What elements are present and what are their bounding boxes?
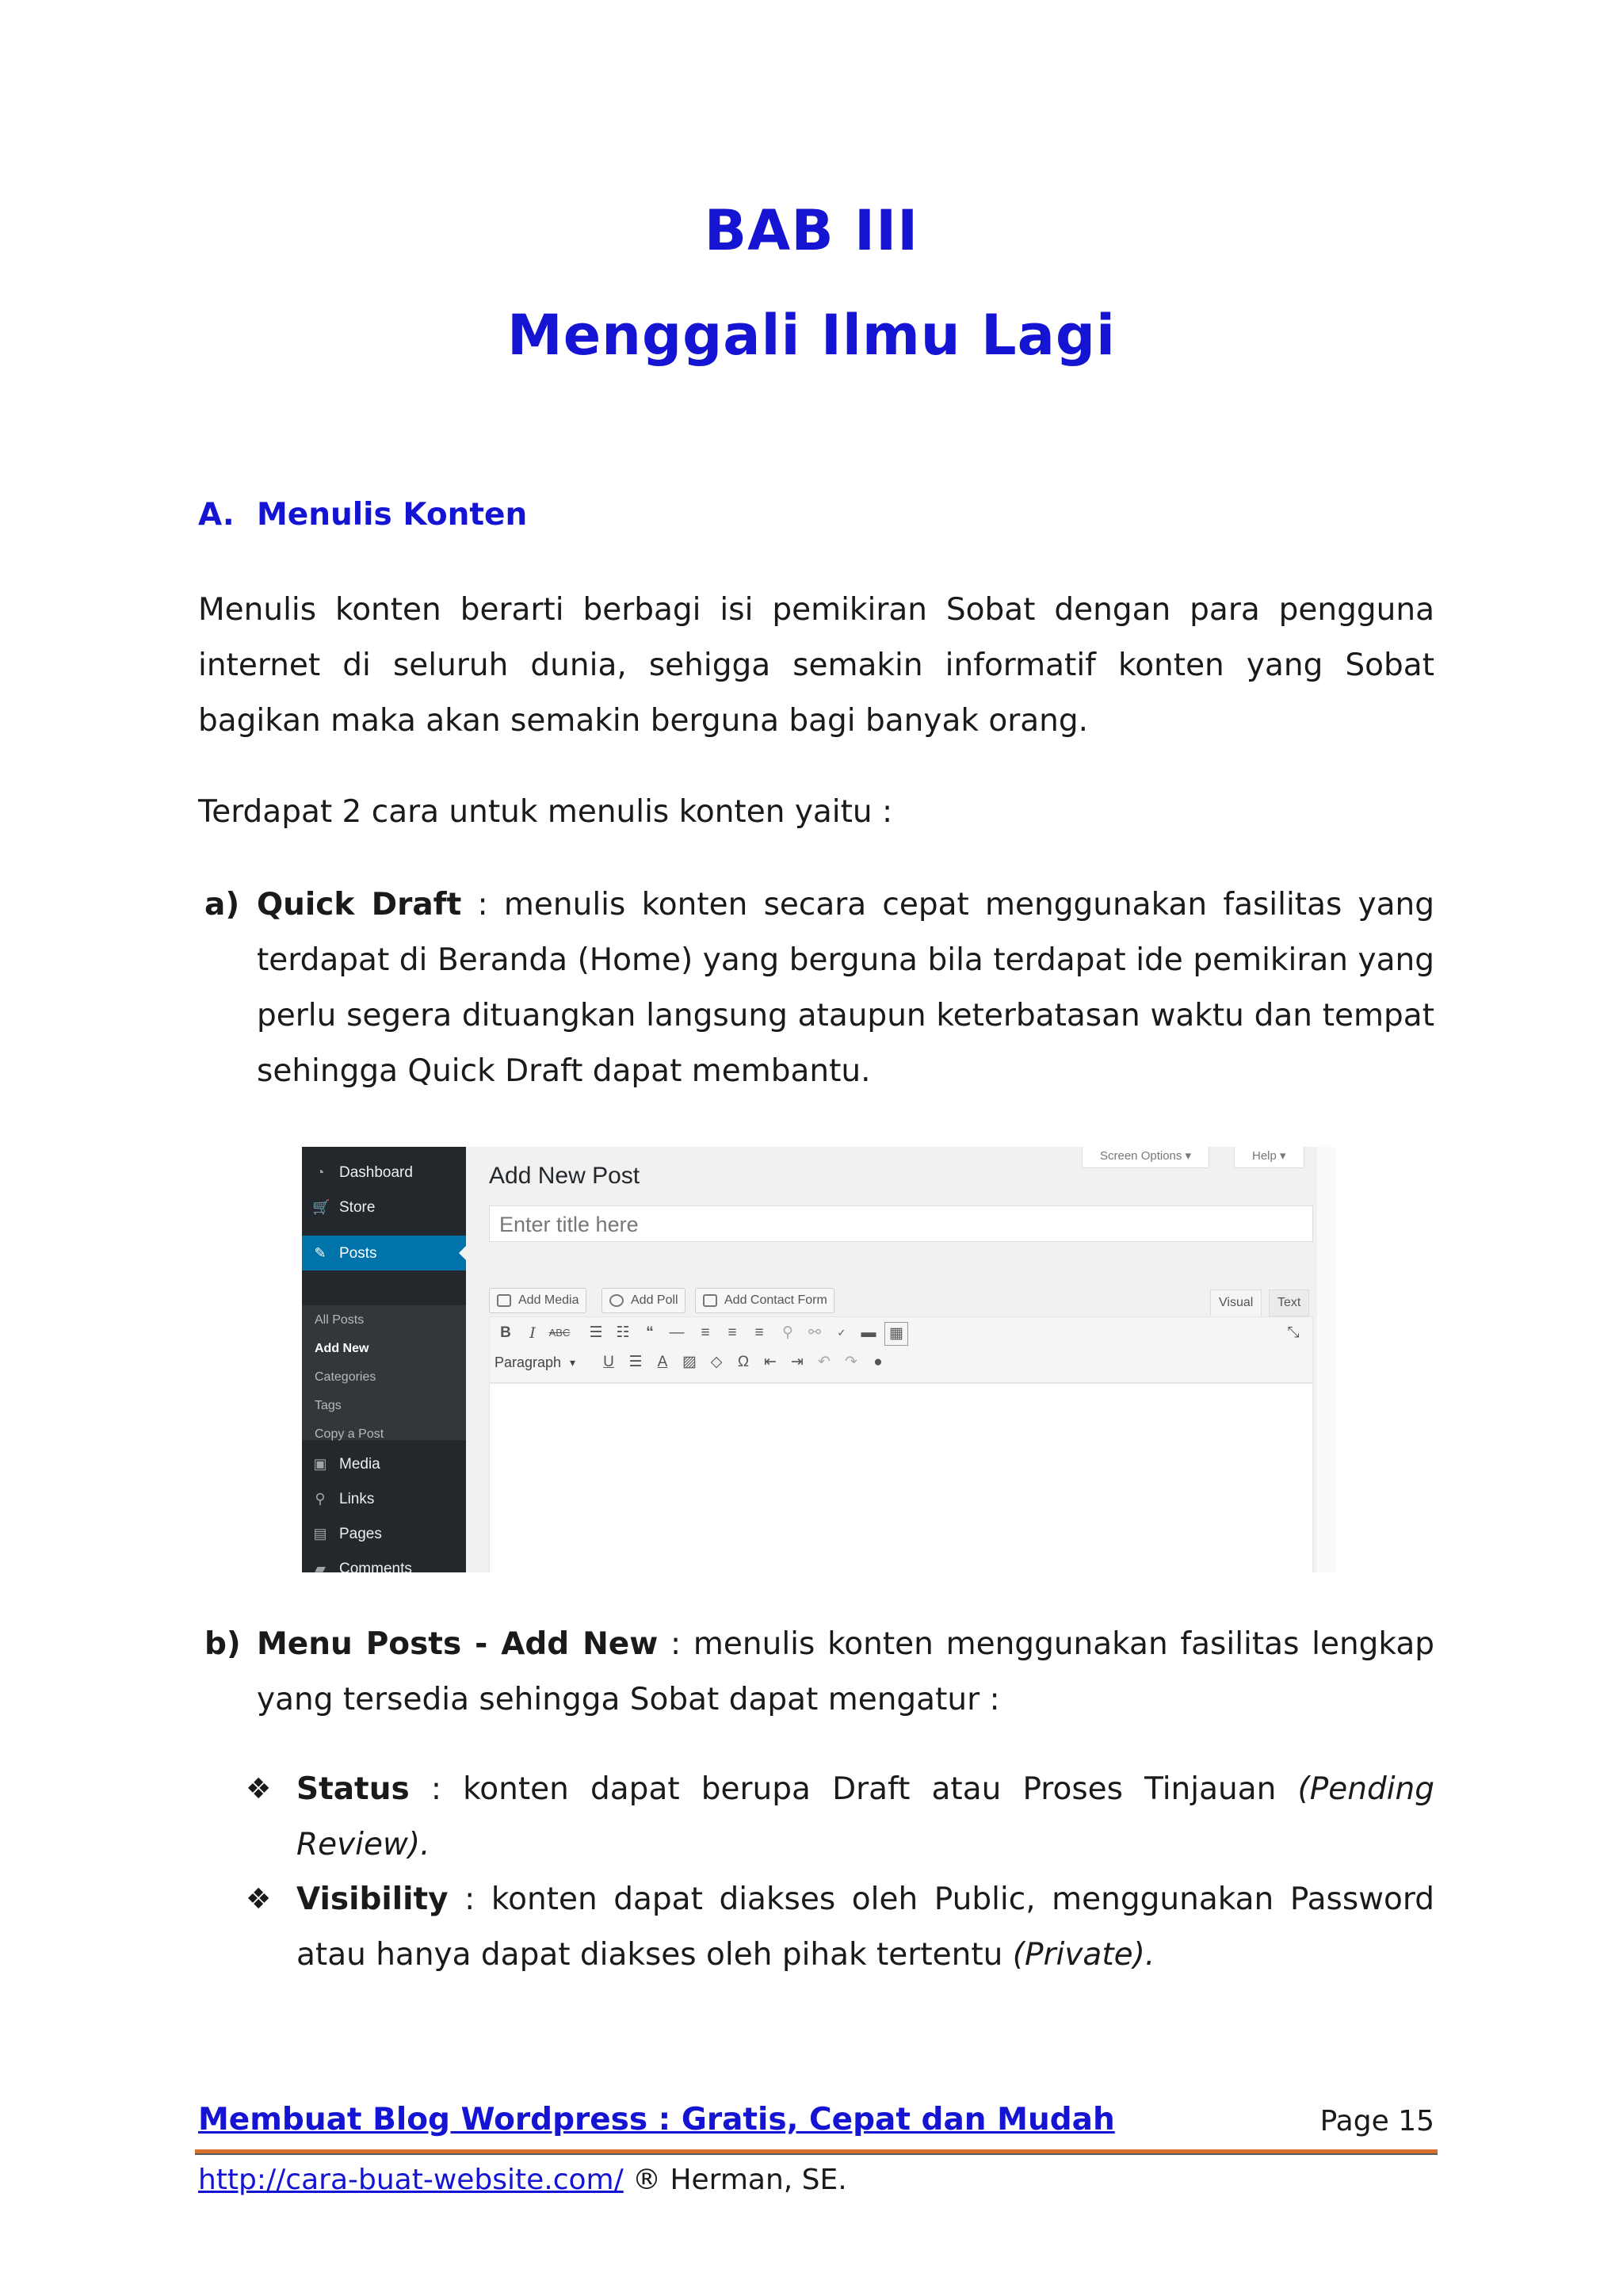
comments-icon: ▰ xyxy=(315,1561,326,1572)
clear-formatting-icon[interactable]: ◇ xyxy=(710,1354,723,1370)
wp-menu-label: Links xyxy=(339,1491,375,1507)
media-icon: ▣ xyxy=(313,1456,327,1472)
wp-menu-store[interactable] xyxy=(302,1190,466,1224)
list-text: menulis konten menggunakan fasilitas lengkap yang tersedia sehingga Sobat dapat mengatur : xyxy=(257,1626,1434,1717)
list-body xyxy=(257,877,1434,1099)
bullet-visibility xyxy=(246,1872,1434,1983)
wp-submenu-categories[interactable]: Categories xyxy=(315,1370,376,1384)
text-color-icon[interactable]: A xyxy=(657,1354,668,1370)
help-icon[interactable]: ● xyxy=(873,1354,883,1370)
fullscreen-icon[interactable]: ⤡ xyxy=(1287,1324,1300,1341)
list-sep: : xyxy=(658,1626,693,1662)
wp-menu-label: Media xyxy=(339,1456,380,1473)
footer-divider xyxy=(195,2149,1438,2155)
list-marker: a) xyxy=(204,887,240,923)
align-center-icon[interactable]: ≡ xyxy=(727,1324,737,1341)
list-item-posts-add-new xyxy=(204,1617,1434,1728)
bullet-status xyxy=(246,1762,1434,1873)
media-icon xyxy=(497,1294,511,1307)
paste-text-icon[interactable]: ▨ xyxy=(682,1354,697,1370)
unlink-icon[interactable]: ⚯ xyxy=(808,1324,821,1341)
wp-submenu-add-new[interactable]: Add New xyxy=(315,1342,369,1355)
bullet-list-icon[interactable]: ☰ xyxy=(589,1324,603,1341)
bullet-body xyxy=(296,1762,1434,1873)
wp-page-heading: Add New Post xyxy=(489,1163,640,1189)
wp-menu-dashboard[interactable] xyxy=(302,1155,466,1190)
bullet-marker: ❖ xyxy=(246,1883,272,1916)
undo-icon[interactable]: ↶ xyxy=(818,1354,831,1370)
bullet-text: konten dapat diakses oleh Public, menggunakan Password atau hanya dapat diakses oleh pihak tertentu xyxy=(296,1881,1435,1973)
toolbar-toggle-icon[interactable]: ▦ xyxy=(884,1322,908,1346)
bullet-sep: : xyxy=(409,1771,464,1807)
bullet-sep: : xyxy=(448,1881,491,1917)
section-number: A. xyxy=(198,497,235,533)
wp-menu-label: Comments xyxy=(339,1561,412,1572)
intro-paragraph: Menulis konten berarti berbagi isi pemikiran Sobat dengan para pengguna internet di seluruh dunia, sehigga semakin informatif konten yang Sobat bagikan maka akan semakin berguna bagi banyak orang. xyxy=(198,592,1434,739)
wp-menu-media[interactable] xyxy=(302,1446,466,1481)
wp-menu-comments[interactable] xyxy=(302,1551,466,1572)
list-marker: b) xyxy=(204,1626,241,1662)
bullet-italic: (Pending Review). xyxy=(296,1771,1435,1862)
section-heading xyxy=(198,497,527,533)
pin-icon: ✎ xyxy=(314,1245,327,1261)
screen-options-tab[interactable]: Screen Options ▾ xyxy=(1082,1147,1209,1168)
align-left-icon[interactable]: ≡ xyxy=(701,1324,710,1341)
wp-submenu-all-posts[interactable]: All Posts xyxy=(315,1313,365,1327)
wp-menu-links[interactable] xyxy=(302,1481,466,1516)
screenshot-edge xyxy=(1317,1147,1336,1572)
chapter-number: BAB III xyxy=(704,198,919,263)
format-select[interactable]: Paragraph ▾ xyxy=(495,1351,579,1373)
page-number: Page 15 xyxy=(1319,2105,1434,2137)
form-icon xyxy=(703,1294,717,1307)
bullet-marker: ❖ xyxy=(246,1773,272,1805)
bullet-body xyxy=(296,1872,1434,1983)
quote-icon[interactable]: “ xyxy=(646,1324,654,1341)
wp-menu-label: Dashboard xyxy=(339,1164,413,1181)
read-more-icon[interactable]: ▬ xyxy=(861,1324,876,1341)
wordpress-screenshot xyxy=(302,1147,1336,1572)
footer-book-title: Membuat Blog Wordpress : Gratis, Cepat dan Mudah xyxy=(198,2102,1115,2137)
add-poll-button[interactable] xyxy=(601,1288,685,1313)
bullet-italic: (Private). xyxy=(1012,1937,1155,1973)
add-media-button[interactable] xyxy=(489,1288,586,1313)
bullet-term: Status xyxy=(296,1771,410,1807)
bullet-term: Visibility xyxy=(296,1881,449,1917)
numbered-list-icon[interactable]: ☷ xyxy=(616,1324,630,1341)
wp-menu-posts[interactable] xyxy=(302,1236,466,1270)
italic-icon[interactable]: I xyxy=(529,1324,536,1342)
editor-toolbar xyxy=(489,1316,1313,1383)
wp-menu-pages[interactable] xyxy=(302,1516,466,1551)
bold-icon[interactable]: B xyxy=(500,1324,511,1341)
bullet-text: konten dapat berupa Draft atau Proses Tinjauan xyxy=(463,1771,1298,1807)
link-icon[interactable]: ⚲ xyxy=(782,1324,793,1341)
list-term: Menu Posts - Add New xyxy=(257,1626,659,1662)
justify-icon[interactable]: ☰ xyxy=(628,1354,643,1370)
ways-intro: Terdapat 2 cara untuk menulis konten yaitu : xyxy=(198,794,893,830)
add-contact-form-label: Add Contact Form xyxy=(724,1293,827,1307)
wp-submenu-copy-post[interactable]: Copy a Post xyxy=(315,1427,384,1441)
spellcheck-icon[interactable]: ✓ xyxy=(837,1327,846,1339)
wp-submenu-tags[interactable]: Tags xyxy=(315,1399,342,1412)
links-icon: ⚲ xyxy=(315,1491,326,1507)
list-item-quick-draft xyxy=(204,877,1434,1099)
list-sep: : xyxy=(461,887,504,923)
store-icon: 🛒 xyxy=(312,1199,330,1215)
strikethrough-icon[interactable]: ABC xyxy=(548,1327,571,1339)
add-poll-label: Add Poll xyxy=(631,1293,678,1307)
list-term: Quick Draft xyxy=(257,887,462,923)
editor-content-area[interactable] xyxy=(489,1383,1313,1572)
wp-posts-submenu xyxy=(302,1305,466,1440)
wp-menu-label: Store xyxy=(339,1199,376,1216)
add-contact-form-button[interactable] xyxy=(695,1288,834,1313)
footer-website-link[interactable]: http://cara-buat-website.com/ xyxy=(198,2164,624,2196)
tab-text[interactable]: Text xyxy=(1269,1289,1309,1316)
dashboard-icon: ◔ xyxy=(315,1164,325,1180)
add-media-label: Add Media xyxy=(518,1293,579,1307)
wp-admin-sidebar xyxy=(302,1147,466,1572)
tab-visual[interactable]: Visual xyxy=(1210,1289,1262,1316)
list-body xyxy=(257,1617,1434,1728)
horizontal-line-icon[interactable]: — xyxy=(669,1324,685,1341)
align-right-icon[interactable]: ≡ xyxy=(754,1324,764,1341)
underline-icon[interactable]: U xyxy=(603,1354,614,1370)
section-title: Menulis Konten xyxy=(257,497,528,533)
poll-icon xyxy=(609,1294,624,1307)
footer-author: ® Herman, SE. xyxy=(632,2164,847,2196)
wp-menu-label: Posts xyxy=(339,1245,377,1262)
list-text: menulis konten secara cepat menggunakan fasilitas yang terdapat di Beranda (Home) yang berguna bila terdapat ide pemikiran yang perlu segera dituangkan langsung ataupun keterbatasan waktu dan tempat sehingga Quick Draft dapat membantu. xyxy=(257,887,1434,1089)
pages-icon: ▤ xyxy=(313,1526,327,1541)
indent-icon[interactable]: ⇥ xyxy=(791,1354,804,1370)
post-title-input[interactable]: Enter title here xyxy=(489,1205,1313,1242)
help-tab[interactable]: Help ▾ xyxy=(1234,1147,1304,1168)
chapter-title: Menggali Ilmu Lagi xyxy=(507,303,1116,368)
special-character-icon[interactable]: Ω xyxy=(737,1354,750,1370)
redo-icon[interactable]: ↷ xyxy=(845,1354,857,1370)
outdent-icon[interactable]: ⇤ xyxy=(764,1354,777,1370)
wp-menu-label: Pages xyxy=(339,1526,382,1542)
